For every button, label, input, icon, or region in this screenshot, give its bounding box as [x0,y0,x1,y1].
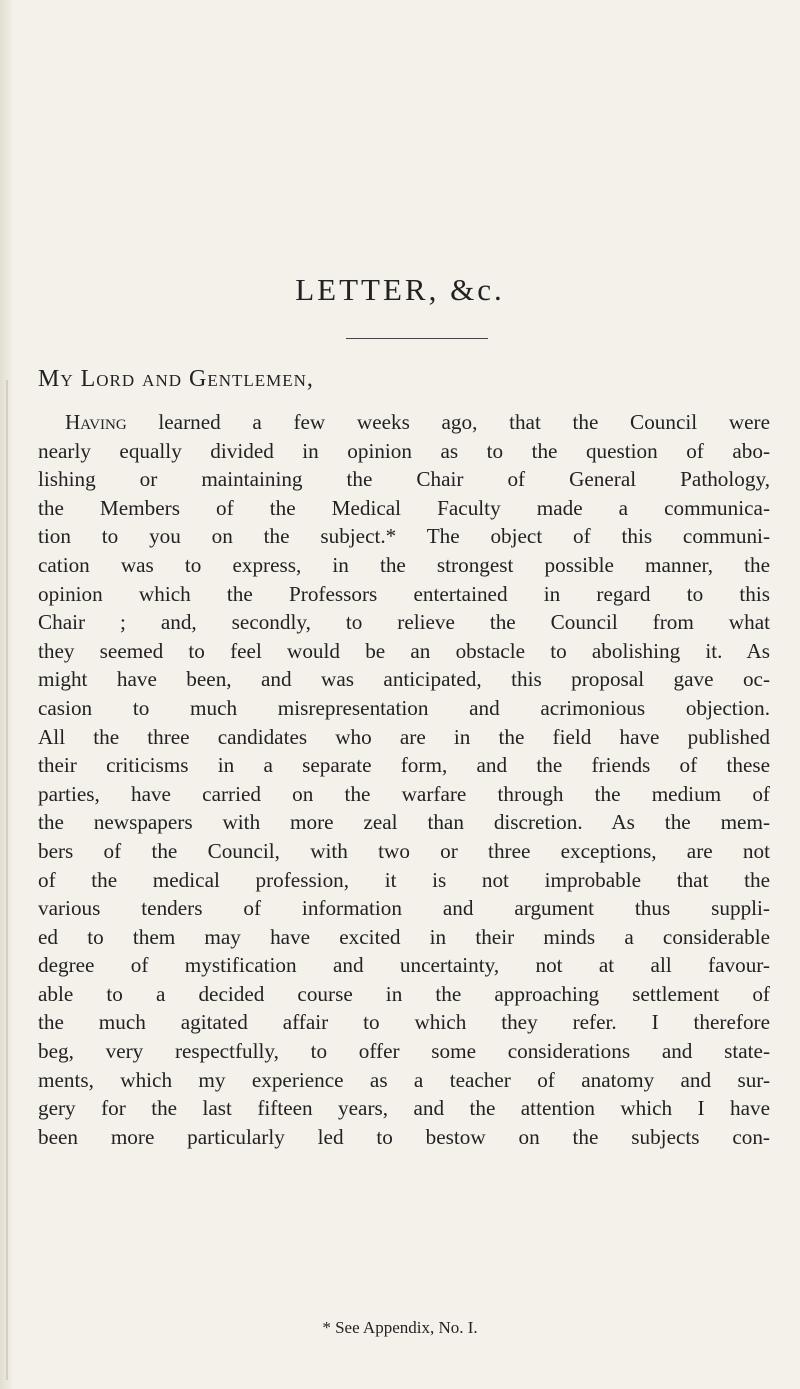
body-line: been more particularly led to bestow on the subjects con- [38,1124,770,1149]
body-line-1-text: learned a few weeks ago, that the Council were [126,410,770,434]
letter-body [38,408,770,1151]
body-line: the much agitated affair to which they refer. I therefore [38,1010,770,1035]
body-line: All the three candidates who are in the field have published [38,724,770,749]
body-line: nearly equally divided in opinion as to the question of abo- [38,438,770,463]
body-line: lishing or maintaining the Chair of General Pathology, [38,467,770,492]
body-line: the Members of the Medical Faculty made a communica- [38,495,770,520]
body-line: their criticisms in a separate form, and the friends of these [38,753,770,778]
body-line: parties, have carried on the warfare through the medium of [38,781,770,806]
body-line: ed to them may have excited in their minds a considerable [38,924,770,949]
body-line: gery for the last fifteen years, and the attention which I have [38,1096,770,1121]
body-line: able to a decided course in the approaching settlement of [38,981,770,1006]
body-line: ments, which my experience as a teacher of anatomy and sur- [38,1067,770,1092]
body-line: tion to you on the subject.* The object of this communi- [38,524,770,549]
salutation: My Lord and Gentlemen, [38,366,314,392]
body-line: of the medical profession, it is not improbable that the [38,867,770,892]
body-line: casion to much misrepresentation and acrimonious objection. [38,695,770,720]
body-line: degree of mystification and uncertainty, not at all favour- [38,953,770,978]
letter-title: LETTER, &c. [295,272,505,307]
body-line: opinion which the Professors entertained in regard to this [38,581,770,606]
body-line: they seemed to feel would be an obstacle to abolishing it. As [38,638,770,663]
footnote: * See Appendix, No. I. [322,1318,478,1337]
title-rule [346,338,488,339]
body-line: cation was to express, in the strongest possible manner, the [38,552,770,577]
page-binding-shadow [6,380,8,1380]
opening-word: Having [65,410,127,434]
body-line: beg, very respectfully, to offer some considerations and state- [38,1039,770,1064]
body-line: might have been, and was anticipated, this proposal gave oc- [38,667,770,692]
body-line-1 [38,408,770,437]
body-line: bers of the Council, with two or three exceptions, are not [38,838,770,863]
body-line: various tenders of information and argument thus suppli- [38,896,770,921]
body-line: Chair ; and, secondly, to relieve the Council from what [38,610,770,635]
body-line: the newspapers with more zeal than discretion. As the mem- [38,810,770,835]
